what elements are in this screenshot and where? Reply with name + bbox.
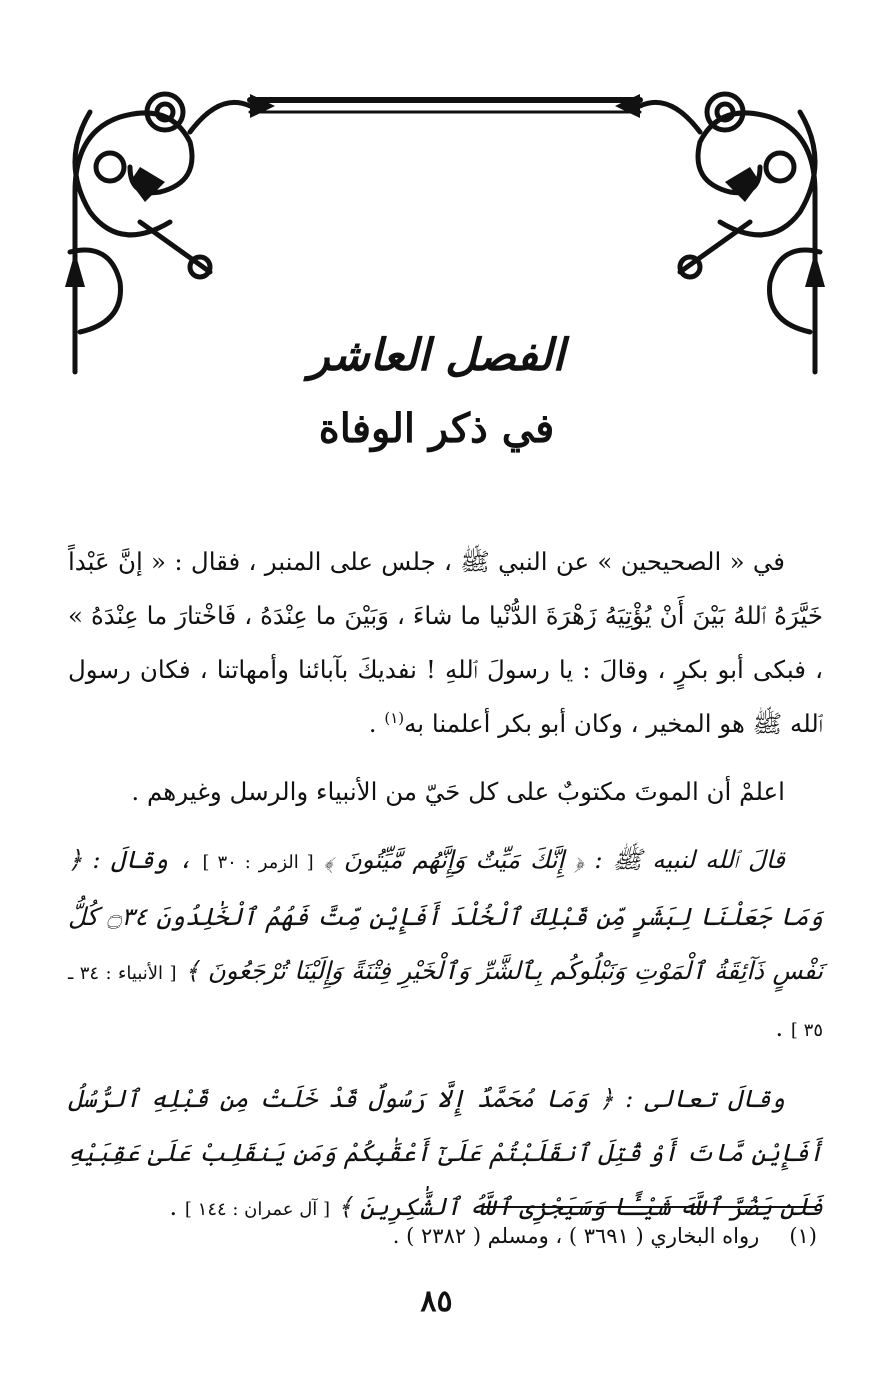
chapter-body [68, 535, 823, 1251]
footnote [57, 1224, 817, 1248]
footnote-separator [482, 1206, 816, 1208]
footnote-marker: (١) [384, 708, 405, 727]
verse-reference: [ آل عمران : ١٤٤ ] [184, 1199, 331, 1220]
chapter-subtitle: في ذكر الوفاة [318, 405, 555, 452]
page-number: ٨٥ [420, 1284, 453, 1319]
paragraph-verses-2 [68, 1072, 823, 1237]
paragraph-verses-1 [68, 833, 823, 1058]
footnote-text: رواه البخاري ( ٣٦٩١ ) ، ومسلم ( ٢٣٨٢ ) . [392, 1224, 760, 1248]
footnote-number: (١) [789, 1224, 817, 1248]
paragraph-text: في « الصحيحين » عن النبي ﷺ ، جلس على المنبر ، فقال : « إنَّ عَبْداً خَيَّرَهُ ٱللهُ بَيْنَ أَنْ يُؤْتِيَهُ زَهْرَةَ الدُّنْيا ما شاءَ ، وَبَيْنَ ما عِنْدَهُ ، فَاخْتارَ ما عِنْدَهُ » ، فبكى أبو بكرٍ ، وقالَ : يا رسولَ ٱللهِ ! نفديكَ بآبائنا وأمهاتنا ، فكان رسول ٱلله ﷺ هو المخير ، وكان أبو بكر أعلمنا به [68, 547, 823, 738]
chapter-title: الفصل العاشر [308, 330, 565, 381]
verse-reference: [ الزمر : ٣٠ ] [202, 852, 314, 873]
verse-reference: [ الأنبياء : ٣٤ ـ ٣٥ ] [68, 963, 823, 1041]
paragraph-end: . [775, 1013, 791, 1042]
paragraph-hadith [68, 535, 823, 751]
verse-text: قالَ ٱلله لنبيه ﷺ : ﴿ إِنَّكَ مَيِّتٌ وَإِنَّهُم مَّيِّتُونَ ﴾ [313, 845, 785, 874]
paragraph-end: . [368, 709, 385, 738]
paragraph-end: . [169, 1192, 185, 1221]
verse-text: وقالَ تعالى : ﴿ وَمَا مُحَمَّدٌ إِلَّا رَسُولٌ قَدْ خَلَتْ مِن قَبْلِهِ ٱلرُّسُلُ أَفَإِيْن مَّاتَ أَوْ قُتِلَ ٱنقَلَبْتُمْ عَلَىٰٓ أَعْقَٰبِكُمْ وَمَن يَنقَلِبْ عَلَىٰ عَقِبَيْهِ فَلَن يَضُرَّ ٱللَّهَ شَيْـًٔا وَسَيَجْزِى ٱللَّهُ ٱلشَّٰكِرِينَ ﴾ [68, 1084, 823, 1221]
paragraph-death-written: اعلمْ أن الموتَ مكتوبٌ على كل حَيّ من الأنبياء والرسل وغيرهم . [131, 777, 785, 806]
verse-text: ، وقالَ : ﴿ وَمَا جَعَلْنَا لِبَشَرٍ مِّن قَبْلِكَ ٱلْخُلْدَ أَفَإِيْن مِّتَّ فَهُمُ ٱلْخَٰلِدُونَ ۝٣٤ كُلُّ نَفْسٍ ذَآئِقَةُ ٱلْمَوْتِ وَنَبْلُوكُم بِٱلشَّرِّ وَٱلْخَيْرِ فِتْنَةً وَإِلَيْنَا تُرْجَعُونَ ﴾ [68, 845, 824, 985]
